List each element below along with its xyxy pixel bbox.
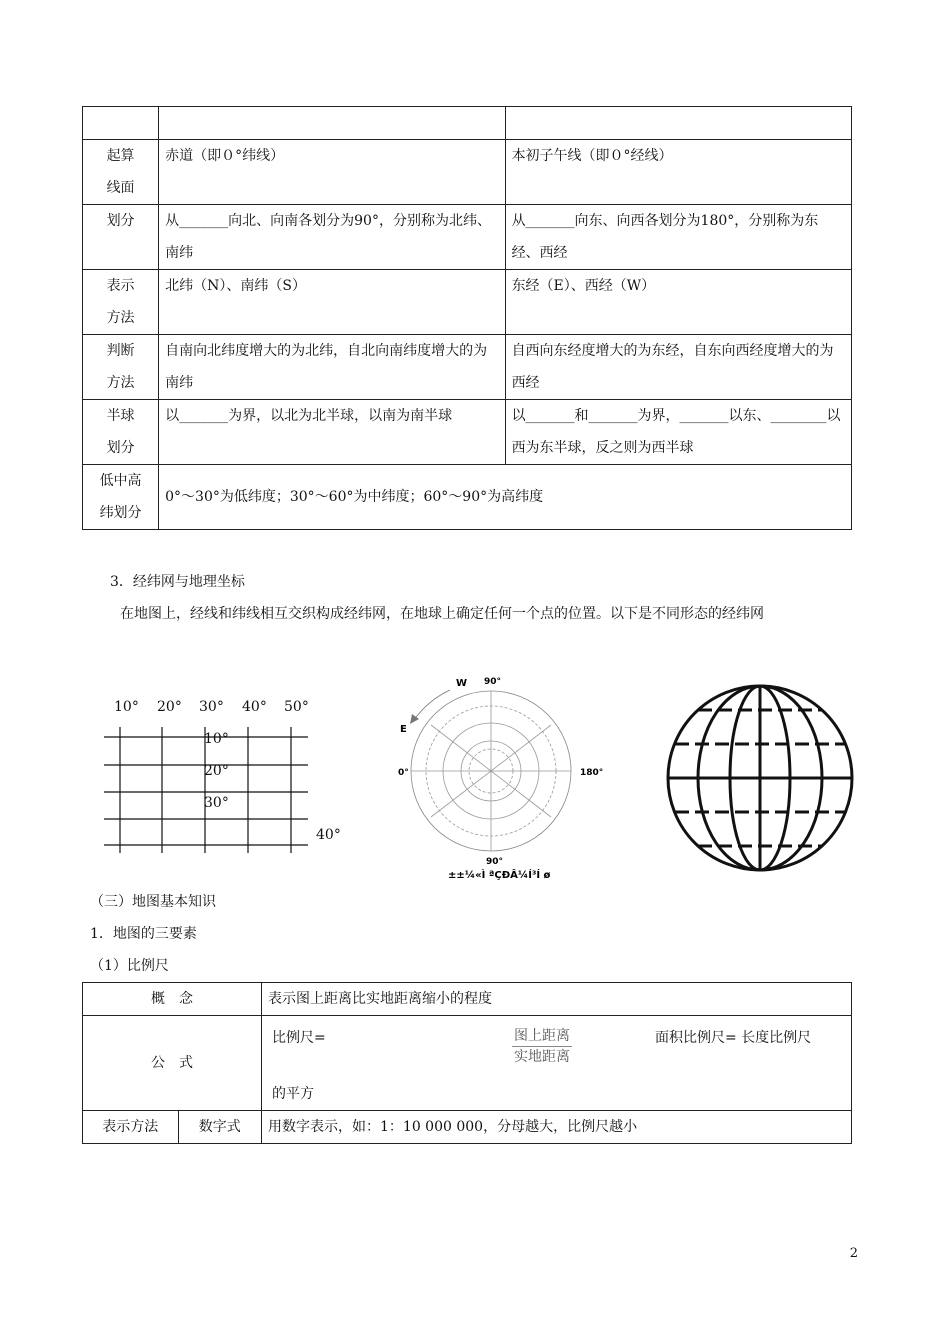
grid-longitude-label: 40° [242, 699, 267, 715]
method-label: 表示方法 [83, 1111, 179, 1144]
map-basics-heading: （三）地图基本知识 [90, 894, 216, 910]
polar-left-label: 0° [398, 768, 409, 778]
grid-longitude-label: 20° [157, 699, 182, 715]
lat-lon-row [83, 400, 852, 465]
formula-prefix: 比例尺= [272, 1030, 326, 1046]
polar-w-label: W [456, 678, 468, 689]
longitude-cell: 本初子午线（即０°经线） [505, 140, 851, 205]
latitude-cell: 从_______向北、向南各划分为90°，分别称为北纬、南纬 [159, 205, 505, 270]
fraction-numerator: 图上距离 [512, 1026, 572, 1047]
lat-lon-row [83, 335, 852, 400]
row-header: 起算 线面 [83, 140, 159, 205]
method-row [83, 1111, 852, 1144]
longitude-cell [505, 107, 851, 140]
polar-figure [388, 668, 618, 888]
latitude-cell: 自南向北纬度增大的为北纬，自北向南纬度增大的为南纬 [159, 335, 505, 400]
polar-e-label: E [400, 724, 407, 735]
latitude-cell: 赤道（即０°纬线） [159, 140, 505, 205]
row-header: 表示 方法 [83, 270, 159, 335]
polar-top-label: 90° [484, 677, 502, 687]
lat-lon-row [83, 140, 852, 205]
grid-figure [100, 695, 360, 855]
scale-table [82, 982, 852, 1144]
row-header [83, 107, 159, 140]
row-header: 低中高 纬划分 [83, 465, 159, 530]
grid-longitude-label: 30° [199, 699, 224, 715]
longitude-cell: 自西向东经度增大的为东经，自东向西经度增大的为西经 [505, 335, 851, 400]
method-type: 数字式 [178, 1111, 261, 1144]
lat-lon-row [83, 270, 852, 335]
fraction-denominator: 实地距离 [514, 1049, 570, 1065]
grid-longitude-label: 50° [284, 699, 309, 715]
row-header: 判断 方法 [83, 335, 159, 400]
latitude-zone-cell: 0°～30°为低纬度；30°～60°为中纬度；60°～90°为高纬度 [159, 465, 852, 530]
globe-figure [663, 682, 863, 882]
lat-lon-row [83, 205, 852, 270]
lat-lon-table [82, 106, 852, 530]
longitude-cell: 以_______和_______为界，_______以东、________以西为东半球，反之则为西半球 [505, 400, 851, 465]
polar-bottom-label: 90° [486, 857, 504, 867]
map-elements-heading: 1．地图的三要素 [90, 926, 197, 942]
row-header: 半球 划分 [83, 400, 159, 465]
concept-text: 表示图上距离比实地距离缩小的程度 [262, 983, 852, 1016]
polar-right-label: 180° [580, 768, 604, 778]
formula-label: 公 式 [83, 1016, 262, 1111]
lat-lon-row [83, 107, 852, 140]
rotation-arrow-arc [414, 690, 450, 720]
longitude-cell: 从_______向东、向西各划分为180°，分别称为东经、西经 [505, 205, 851, 270]
latitude-cell: 北纬（N）、南纬（S） [159, 270, 505, 335]
grid-latitude-label: 20° [204, 763, 229, 779]
formula-row [83, 1016, 852, 1111]
polar-caption: ±±¼«Ì ªÇÐÂ¼Í³Í ø [448, 870, 551, 881]
grid-longitude-label: 10° [114, 699, 139, 715]
longitude-cell: 东经（E）、西经（W） [505, 270, 851, 335]
grid-corner-label: 40° [316, 827, 341, 843]
section3-title: 3．经纬网与地理坐标 [110, 574, 245, 590]
row-header: 划分 [83, 205, 159, 270]
concept-row [83, 983, 852, 1016]
formula-fraction [512, 1026, 572, 1067]
grid-latitude-label: 10° [204, 731, 229, 747]
latitude-zone-row [83, 465, 852, 530]
latitude-cell [159, 107, 505, 140]
method-desc: 用数字表示，如：1：10 000 000，分母越大，比例尺越小 [262, 1111, 852, 1144]
page-number: 2 [849, 1246, 858, 1261]
latitude-cell: 以_______为界，以北为北半球，以南为南半球 [159, 400, 505, 465]
grid-latitude-label: 30° [204, 795, 229, 811]
section3-paragraph: 在地图上，经线和纬线相互交织构成经纬网，在地球上确定任何一个点的位置。以下是不同形态的经纬网 [120, 606, 764, 622]
area-scale-text: 面积比例尺= 长度比例尺 [655, 1030, 812, 1046]
formula-cell [262, 1016, 852, 1111]
area-scale-text-end: 的平方 [272, 1086, 314, 1102]
concept-label: 概 念 [83, 983, 262, 1016]
scale-heading: （1）比例尺 [90, 958, 169, 974]
